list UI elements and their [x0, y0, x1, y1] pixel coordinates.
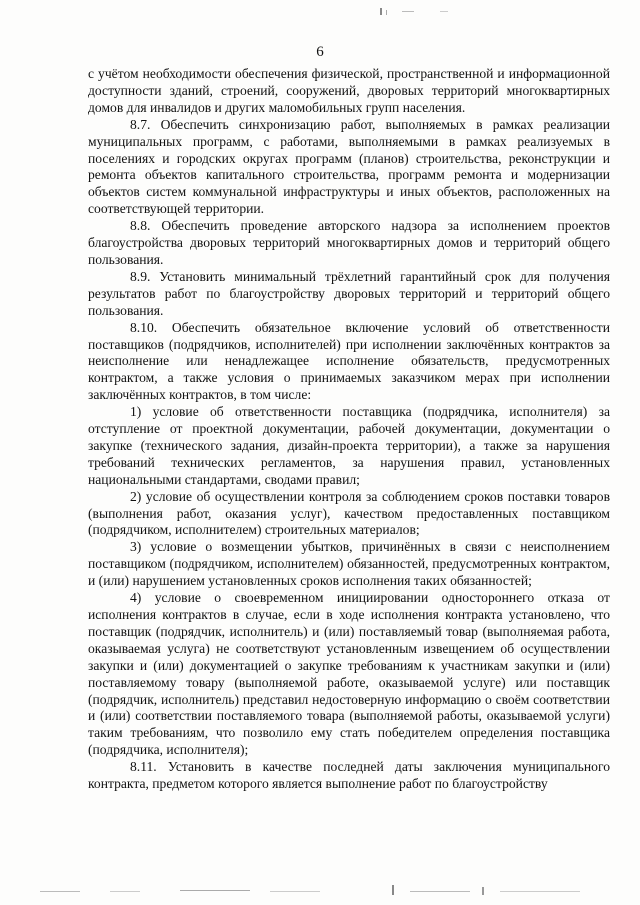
paragraph-item-3: 3) условие о возмещении убытков, причинённых в связи с неисполнением поставщиком (подрядчиком, исполнителем) обязанностей, предусмотренных контрактом, и (или) нарушением установленных сроков исполнения таких обязанностей; [88, 539, 610, 589]
paragraph-8-9: 8.9. Установить минимальный трёхлетний гарантийный срок для получения результатов работ по благоустройству дворовых территорий и территорий общего пользования. [88, 268, 610, 318]
body-text [88, 66, 610, 793]
paragraph-item-1: 1) условие об ответственности поставщика (подрядчика, исполнителя) за отступление от проектной документации, рабочей документации, документации о закупке (технического задания, дизайн-проекта территории), а также за нарушения требований технических регламентов, за нарушения правил, установленных национальными стандартами, сводами правил; [88, 404, 610, 487]
paragraph-item-2: 2) условие об осуществлении контроля за соблюдением сроков поставки товаров (выполнения работ, оказания услуг), качеством предоставленных поставщиком (подрядчиком, исполнителем) строительных материалов; [88, 488, 610, 538]
paragraph-8-7: 8.7. Обеспечить синхронизацию работ, выполняемых в рамках реализации муниципальных программ, с работами, выполняемыми в рамках реализуемых в поселениях и городских округах программ (планов) строительства, реконструкции и ремонта объектов капитального строительства, программ ремонта и модернизации объектов систем коммунальной инфраструктуры и иных объектов, расположенных на соответствующей территории. [88, 116, 610, 217]
scan-artifact-bottom [20, 884, 620, 898]
scan-artifact-top [380, 6, 470, 16]
paragraph-8-11: 8.11. Установить в качестве последней даты заключения муниципального контракта, предметом которого является выполнение работ по благоустройству [88, 759, 610, 792]
paragraph-item-4: 4) условие о своевременном инициировании одностороннего отказа от исполнения контрактов в случае, если в ходе исполнения контракта установлено, что поставщик (подрядчик, исполнитель) и (или) поставляемый товар (выполняемая работа, оказываемая услуга) не соответствуют установленным извещением об осуществлении закупки и (или) документацией о закупке требованиям к участникам закупки и (или) поставляемому товару (выполняемой работе, оказываемой услуге) или поставщик (подрядчик, исполнитель) представил недостоверную информацию о своём соответствии и (или) соответствии поставляемого товара (выполняемой работы, оказываемой услуги) таким требованиям, что позволило ему стать победителем определения поставщика (подрядчика, исполнителя); [88, 590, 610, 758]
page-number: 6 [316, 44, 324, 60]
paragraph-continuation: с учётом необходимости обеспечения физической, пространственной и информационной доступности зданий, строений, сооружений, дворовых территорий многоквартирных домов для инвалидов и других маломобильных групп населения. [88, 66, 610, 115]
paragraph-8-8: 8.8. Обеспечить проведение авторского надзора за исполнением проектов благоустройства дворовых территорий многоквартирных домов и территорий общего пользования. [88, 218, 610, 267]
paragraph-8-10: 8.10. Обеспечить обязательное включение условий об ответственности поставщиков (подрядчиков, исполнителей) при исполнении заключённых контрактов за неисполнение или ненадлежащее исполнение обязательств, предусмотренных контрактом, а также условия о принимаемых заказчиком мерах при исполнении заключённых контрактов, в том числе: [88, 319, 610, 403]
